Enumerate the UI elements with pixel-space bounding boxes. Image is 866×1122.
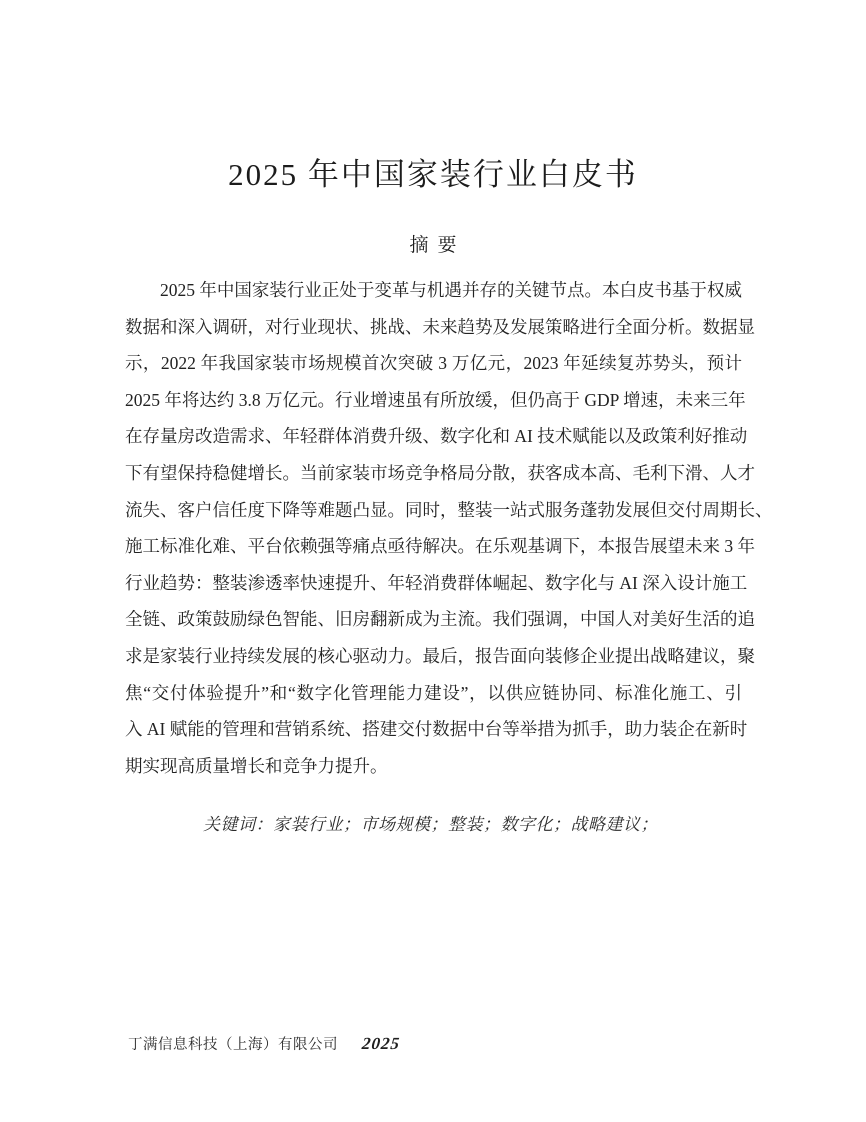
abstract-line: 2025 年中国家装行业正处于变革与机遇并存的关键节点。本白皮书基于权威 [160, 280, 742, 300]
abstract-line: 施工标准化难、平台依赖强等痛点亟待解决。在乐观基调下，本报告展望未来 3 年 [125, 536, 755, 557]
abstract-line: 示，2022 年我国家装市场规模首次突破 3 万亿元，2023 年延续复苏势头，预计 [125, 353, 742, 374]
page-footer [128, 1033, 400, 1054]
footer-year: 2025 [361, 1034, 402, 1053]
abstract-line: 求是家装行业持续发展的核心驱动力。最后，报告面向装修企业提出战略建议，聚 [125, 645, 755, 666]
document-title: 2025 年中国家装行业白皮书 [228, 156, 638, 192]
abstract-line: 入 AI 赋能的管理和营销系统、搭建交付数据中台等举措为抓手，助力装企在新时 [125, 719, 748, 740]
abstract-line: 数据和深入调研，对行业现状、挑战、未来趋势及发展策略进行全面分析。数据显 [125, 316, 755, 337]
footer-company-name: 丁满信息科技（上海）有限公司 [128, 1037, 338, 1053]
abstract-line: 行业趋势：整装渗透率快速提升、年轻消费群体崛起、数字化与 AI 深入设计施工 [125, 572, 748, 593]
abstract-line: 全链、政策鼓励绿色智能、旧房翻新成为主流。我们强调，中国人对美好生活的追 [125, 609, 755, 630]
abstract-line: 2025 年将达约 3.8 万亿元。行业增速虽有所放缓，但仍高于 GDP 增速，未来三年 [125, 389, 746, 410]
abstract-line: 在存量房改造需求、年轻群体消费升级、数字化和 AI 技术赋能以及政策利好推动 [125, 426, 748, 447]
abstract-heading: 摘要 [409, 234, 466, 256]
abstract-line: 流失、客户信任度下降等难题凸显。同时，整装一站式服务蓬勃发展但交付周期长、 [125, 499, 773, 520]
abstract-line: 下有望保持稳健增长。当前家装市场竞争格局分散，获客成本高、毛利下滑、人才 [125, 462, 755, 483]
abstract-line: 焦“交付体验提升”和“数字化管理能力建设”，以供应链协同、标准化施工、引 [125, 682, 742, 703]
abstract-paragraph [125, 272, 773, 784]
abstract-line: 期实现高质量增长和竞争力提升。 [125, 755, 388, 776]
keywords-line: 关键词：家装行业；市场规模；整装；数字化；战略建议； [203, 815, 658, 834]
